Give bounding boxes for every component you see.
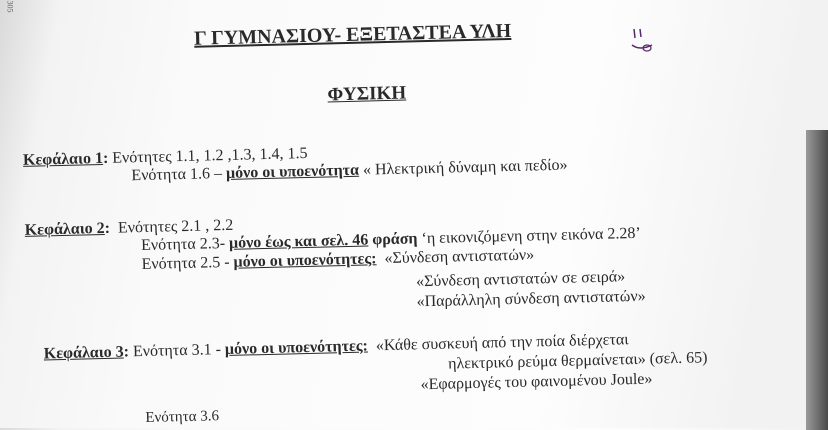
text: Ενότητα 2.3- <box>140 234 230 255</box>
sep: : <box>104 219 111 237</box>
emphasis: μόνο οι υποενότητες: <box>233 250 377 271</box>
text: Ενότητα 3.1 - <box>128 341 226 361</box>
emphasis: φράση <box>368 230 418 249</box>
chapter-3-line-3: «Εφαρμογές του φαινομένου Joule» <box>420 370 653 394</box>
chapter-3-label: Κεφάλαιο 3 <box>43 343 124 363</box>
chapter-1-sections: Ενότητες 1.1, 1.2 ,1.3, 1.4, 1.5 <box>112 144 308 167</box>
chapter-1-label: Κεφάλαιο 1 <box>22 149 104 169</box>
text: « Ηλεκτρική δύναμη και πεδίο» <box>358 156 568 179</box>
emphasis: μόνο οι υποενότητες: <box>224 337 369 359</box>
chapter-2-sections: Ενότητες 2.1 , 2.2 <box>117 216 234 237</box>
sep: : <box>123 343 130 361</box>
text: Ενότητα 2.5 - <box>141 253 234 274</box>
subject-heading: ΦΥΣΙΚΗ <box>327 82 407 106</box>
sep: : <box>102 149 109 167</box>
text: Ενότητα 1.6 – <box>131 164 227 185</box>
text: ‘η εικονιζόμενη στην εικόνα 2.28’ <box>417 224 641 248</box>
chapter-3-line-4: Ενότητα 3.6 <box>145 408 220 426</box>
document-title: Γ ΓΥΜΝΑΣΙΟΥ- ΕΞΕΤΑΣΤΕΑ ΥΛΗ <box>193 19 512 50</box>
chapter-2-line-4: «Σύνδεση αντιστατών σε σειρά» <box>415 268 626 291</box>
chapter-3-line-2: ηλεκτρικό ρεύμα θερμαίνεται» (σελ. 65) <box>447 349 708 373</box>
corner-mark: 305 <box>5 0 15 13</box>
text: «Κάθε συσκευή από την ποία διέρχεται <box>375 331 629 355</box>
emphasis: μόνο οι υποενότητα <box>225 161 360 182</box>
chapter-2-label: Κεφάλαιο 2 <box>24 219 105 239</box>
text: «Σύνδεση αντιστατών» <box>384 246 535 268</box>
chapter-2-line-5: «Παράλληλη σύνδεση αντιστατών» <box>416 287 646 311</box>
emphasis: μόνο έως και σελ. 46 <box>228 231 369 252</box>
